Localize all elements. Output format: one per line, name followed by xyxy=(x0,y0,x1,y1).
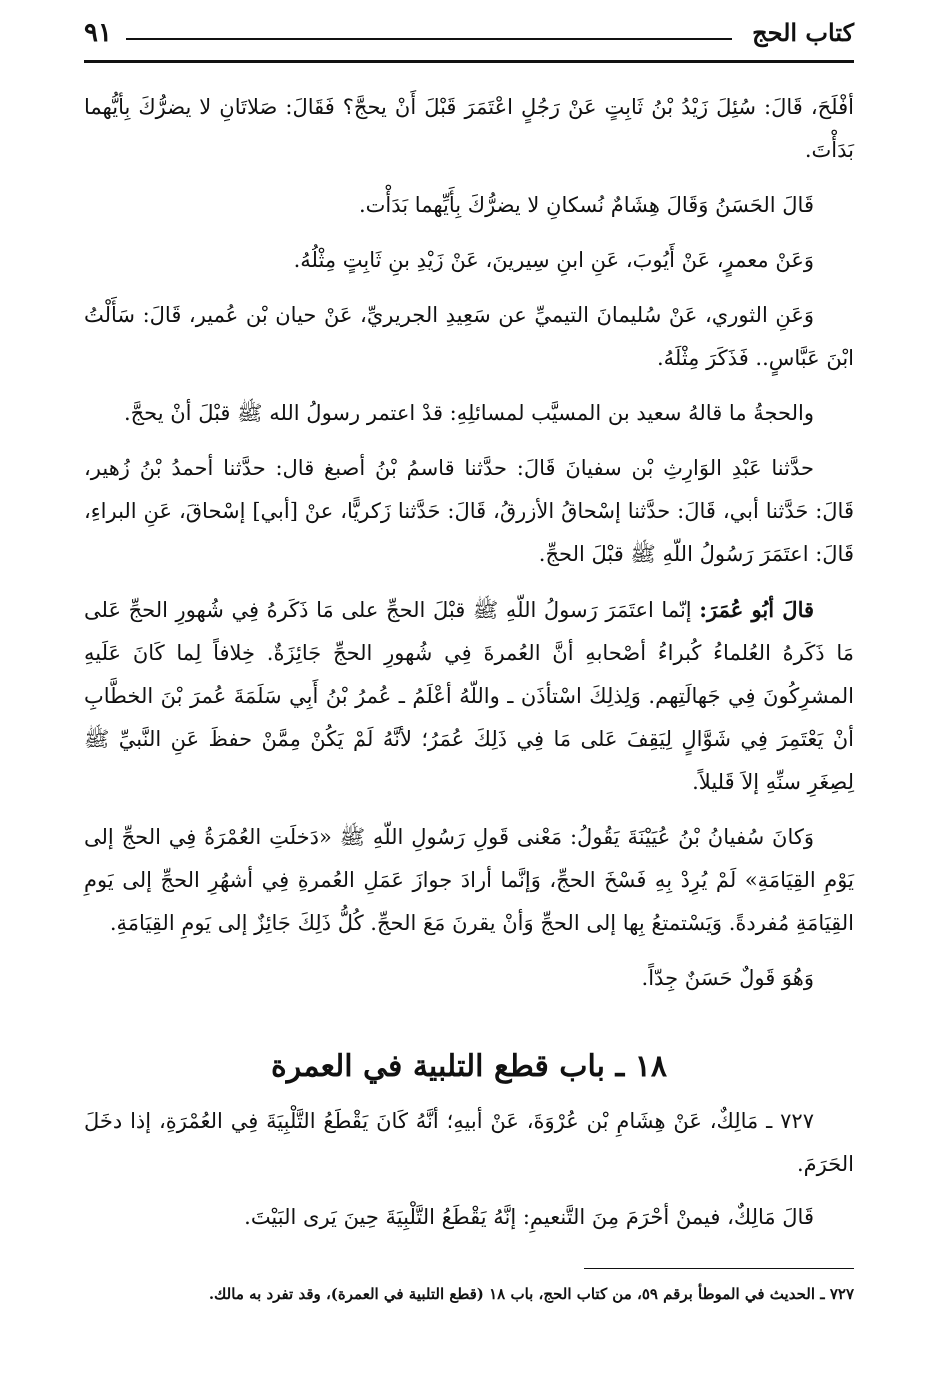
chapter-heading: ١٨ ـ باب قطع التلبية في العمرة xyxy=(271,1049,667,1084)
page-number: ٩١ xyxy=(84,18,112,48)
footnote: ٧٢٧ ـ الحديث في الموطأ برقم ٥٩، من كتاب الحج، باب ١٨ (قطع التلبية في العمرة)، وقد تفرد به مالك. xyxy=(208,1285,854,1303)
paragraph: حدَّثنا عَبْدِ الوَارِثِ بْن سفيانَ قَالَ: حدَّثنا قاسمُ بْنُ أصبغ قال: حدَّثنا أحمدُ بْنُ زُهير، قَالَ: حَدَّثنا أبي، قَالَ: حدَّثنا إسْحاقُ الأزرقُ، قَالَ: حَدَّثنا زَكريًّا، عنْ [أبي] إسْحاقَ، عَنِ البراءِ، قَالَ: اعتَمَرَ رَسُولُ اللّهِ ﷺ قبْلَ الحجِّ. xyxy=(84,456,854,566)
paragraph: أفْلَحَ، قَالَ: سُئِلَ زَيْدُ بْنُ ثَابِتٍ عَنْ رَجُلٍ اعْتَمَرَ قَبْلَ أَنْ يحجَّ؟ فَقَالَ: صَلاتَانِ لا يضرُّكَ بِأيُّهما بَدَأْتَ. xyxy=(84,95,854,162)
hadith-paragraph: ٧٢٧ ـ مَالِكٌ، عَنْ هِشَامِ بْن عُرْوَةَ، عَنْ أبيهِ؛ أنَّهُ كَانَ يَقْطَعُ التَّلْبِيَةَ فِي العُمْرَةِ، إذا دخَلَ الحَرَمَ. xyxy=(84,1109,854,1176)
main-text xyxy=(84,86,854,1012)
paragraph: وَعَنِ الثوري، عَنْ سُليمانَ التيميِّ عن سَعِيدِ الجريريِّ، عَنْ حيان بْن عُمير، قَالَ: سَأَلْتُ ابْنَ عَبَّاسٍ.. فَذَكَرَ مِثْلَهُ. xyxy=(84,303,854,370)
paragraph: والحجةُ ما قالهُ سعيد بن المسيَّب لمسائلِهِ: قدْ اعتمر رسولُ الله ﷺ قبْلَ أنْ يحجَّ. xyxy=(123,401,814,425)
paragraph: وَهُوَ قَولٌ حَسَنٌ جِدّاً. xyxy=(641,966,814,990)
paragraph: قَالَ الحَسَنُ وَقَالَ هِشَامٌ نُسكانِ لا يضرُّكَ بِأَيِّهما بَدَأْت. xyxy=(358,193,814,217)
header-underline xyxy=(126,38,732,40)
book-title: كتاب الحج xyxy=(752,18,854,47)
hadith-text xyxy=(84,1100,854,1249)
hadith-paragraph: قَالَ مَالِكٌ، فيمنْ أحْرَمَ مِنَ التَّنعيمِ: إنَّهُ يَقْطَعُ التَّلْبِيَةَ حِينَ يَرى البَيْتَ. xyxy=(244,1205,814,1229)
running-head xyxy=(84,16,854,48)
lead-words: قالَ أبُو عُمَرَ: xyxy=(699,597,815,622)
header-rule xyxy=(84,60,854,63)
paragraph: وَعَنْ معمرٍ، عَنْ أَيُوبَ، عَنِ ابنِ سِيرينَ، عَنْ زَيْدِ بنِ ثَابِتٍ مِثْلُهُ. xyxy=(293,248,814,272)
footnote-rule xyxy=(584,1268,854,1269)
paragraph: قالَ أبُو عُمَرَ: إنّما اعتَمَرَ رَسولُ اللّهِ ﷺ قبْلَ الحجِّ على مَا ذَكَرهُ فِي شُهورِ الحجِّ عَلى مَا ذَكَرهُ العُلماءُ كُبراءُ أصْحابهِ أنَّ العُمرةَ فِي شُهورِ الحجِّ جَائِزَةٌ. خِلافاً لِما كَانَ عَلَيهِ المشرِكُونَ فِي جَهالَتِهم. وَلِذلِكَ اسْتأذَن ـ واللّهُ أعْلَمُ ـ عُمرُ بْنُ أَبِي سَلَمَةَ عُمرَ بْنَ الخطَّابِ أنْ يَعْتَمِرَ فِي شَوَّالٍ لِيَقِفَ عَلى مَا فِي ذَلِكَ عُمَرُ؛ لأنَّهُ لَمْ يَكُنْ مِمَّنْ حفظَ عَنِ النَّبيِّ ﷺ لِصِغَرِ سنِّهِ إلاَ قَليلاً. xyxy=(84,597,854,794)
paragraph: وَكانَ سُفيانُ بْنُ عُيَيْنَةَ يَقُولُ: مَعْنى قَولِ رَسُولِ اللّهِ ﷺ «دَخلَتِ العُمْرَةُ فِي الحجِّ إلى يَوْمِ القِيَامَةِ» لَمْ يُرِدْ بِهِ فَسْخَ الحجِّ، وَإنَّما أرادَ جوازَ عَمَلِ العُمرةِ فِي أشهُرِ الحجِّ إلى يَومِ القِيَامَةِ مُفردةً. وَيَسْتمتعُ بِها إلى الحجِّ وَأنْ يقرنَ مَعَ الحجِّ. كُلُّ ذَلِكَ جَائِزٌ إلى يَومِ القِيَامَةِ. xyxy=(84,825,854,935)
